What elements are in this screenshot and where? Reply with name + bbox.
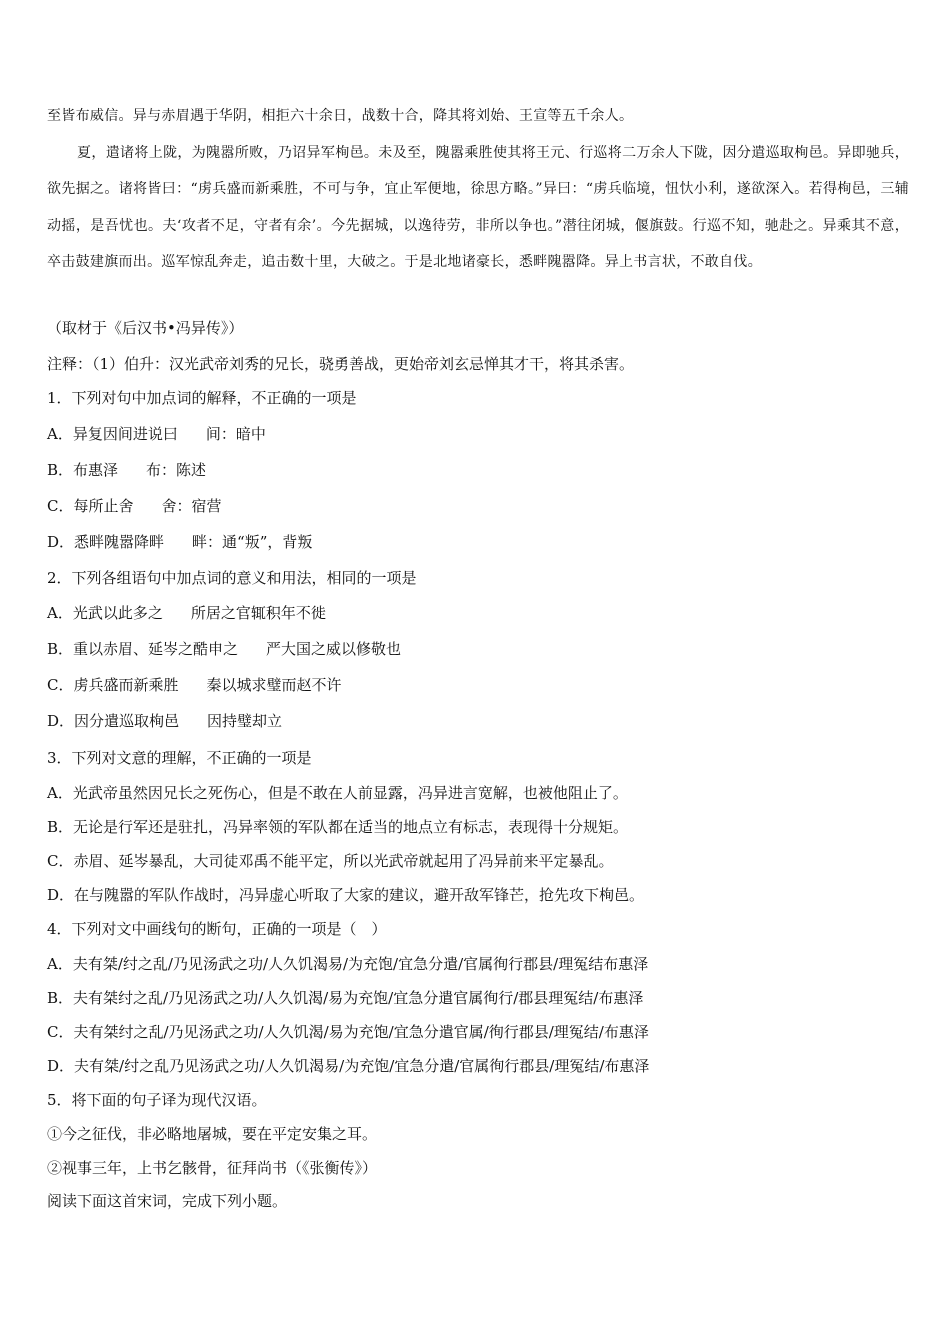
question-3-option-b: B．无论是行军还是驻扎，冯异率领的军队都在适当的地点立有标志，表现得十分规矩。	[47, 818, 629, 836]
question-1-stem: 1．下列对句中加点词的解释，不正确的一项是	[47, 389, 357, 407]
question-5-stem: 5．将下面的句子译为现代汉语。	[47, 1091, 267, 1109]
option-text: 光武以此多之	[72, 604, 163, 622]
option-gloss: 因持璧却立	[207, 712, 283, 730]
option-text: 因分遣巡取栒邑	[74, 712, 180, 730]
passage	[47, 98, 909, 281]
option-text: 每所止舍	[73, 497, 134, 515]
option-text: 悉畔隗嚣降畔	[74, 533, 165, 551]
question-2-option-a	[47, 601, 326, 625]
passage-paragraph-1: 至皆布威信。异与赤眉遇于华阴，相拒六十余日，战数十合，降其将刘始、王宣等五千余人。	[47, 108, 634, 124]
option-gloss: 严大国之威以修敬也	[266, 640, 402, 658]
question-2-option-d	[47, 709, 282, 733]
question-1-option-d	[47, 530, 312, 554]
question-4-option-b: B．夫有桀纣之乱/乃见汤武之功/人久饥渴/易为充饱/宜急分遣官属徇行/郡县理冤结/布惠泽	[47, 989, 644, 1007]
option-label: A．	[47, 425, 73, 443]
question-1-option-c	[47, 494, 222, 518]
option-label: B．	[47, 461, 74, 479]
option-gloss: 间：暗中	[205, 425, 266, 443]
option-gloss: 畔：通“叛”，背叛	[192, 533, 313, 551]
option-text: 布惠泽	[73, 461, 119, 479]
option-label: D．	[47, 712, 75, 730]
question-2-option-b	[47, 637, 401, 661]
option-label: C．	[47, 497, 74, 515]
question-3-option-a: A．光武帝虽然因兄长之死伤心，但是不敢在人前显露，冯异进言宽解，也被他阻止了。	[47, 784, 628, 802]
question-2-stem: 2．下列各组语句中加点词的意义和用法，相同的一项是	[47, 569, 417, 587]
source-citation: （取材于《后汉书•冯异传》）	[47, 319, 244, 337]
option-label: C．	[47, 676, 74, 694]
option-label: D．	[47, 533, 75, 551]
question-1-option-b	[47, 458, 206, 482]
next-section-intro: 阅读下面这首宋词，完成下列小题。	[47, 1192, 288, 1210]
option-gloss: 所居之官辄积年不徙	[190, 604, 326, 622]
question-4-option-a: A．夫有桀/纣之乱/乃见汤武之功/人久饥渴易/为充饱/宜急分遣/官属徇行郡县/理冤结布惠泽	[47, 955, 649, 973]
option-text: 异复因间进说曰	[72, 425, 178, 443]
question-4-stem: 4．下列对文中画线句的断句，正确的一项是（ ）	[47, 920, 387, 938]
annotation-note: 注释：（1）伯升：汉光武帝刘秀的兄长，骁勇善战，更始帝刘玄忌惮其才干，将其杀害。	[47, 355, 635, 373]
option-text: 虏兵盛而新乘胜	[73, 676, 179, 694]
option-gloss: 布：陈述	[146, 461, 207, 479]
option-text: 重以赤眉、延岑之酷申之	[73, 640, 239, 658]
option-label: B．	[47, 640, 74, 658]
option-gloss: 秦以城求璧而赵不许	[206, 676, 342, 694]
question-3-option-c: C．赤眉、延岑暴乱，大司徒邓禹不能平定，所以光武帝就起用了冯异前来平定暴乱。	[47, 852, 614, 870]
option-gloss: 舍：宿营	[161, 497, 222, 515]
option-label: A．	[47, 604, 73, 622]
question-4-option-c: C．夫有桀纣之乱/乃见汤武之功/人久饥渴/易为充饱/宜急分遣官属/徇行郡县/理冤结/布惠泽	[47, 1023, 649, 1041]
question-3-stem: 3．下列对文意的理解，不正确的一项是	[47, 749, 312, 767]
passage-paragraph-2: 夏，遣诸将上陇，为隗嚣所败，乃诏异军栒邑。未及至，隗嚣乘胜使其将王元、行巡将二万余人下陇，因分遣巡取栒邑。异即驰兵，欲先据之。诸将皆曰：“虏兵盛而新乘胜，不可与争，宜止军便地，徐思方略。”异曰：“虏兵临境，忸忕小利，遂欲深入。若得栒邑，三辅动摇，是吾忧也。夫‘攻者不足，守者有余’。今先据城，以逸待劳，非所以争也。”潜往闭城，偃旗鼓。行巡不知，驰赴之。异乘其不意，卒击鼓建旗而出。巡军惊乱奔走，追击数十里，大破之。于是北地诸豪长，悉畔隗嚣降。异上书言状，不敢自伐。	[47, 144, 909, 270]
question-4-option-d: D．夫有桀/纣之乱乃见汤武之功/人久饥渴易/为充饱/宜急分遣/官属徇行郡县/理冤结/布惠泽	[47, 1057, 650, 1075]
question-5-sentence-1: ①今之征伐，非必略地屠城，要在平定安集之耳。	[47, 1125, 378, 1143]
question-1-option-a	[47, 422, 266, 446]
question-3-option-d: D．在与隗嚣的军队作战时，冯异虚心听取了大家的建议，避开敌军锋芒，抢先攻下栒邑。	[47, 886, 645, 904]
question-2-option-c	[47, 673, 342, 697]
question-5-sentence-2: ②视事三年，上书乞骸骨，征拜尚书（《张衡传》）	[47, 1159, 378, 1177]
